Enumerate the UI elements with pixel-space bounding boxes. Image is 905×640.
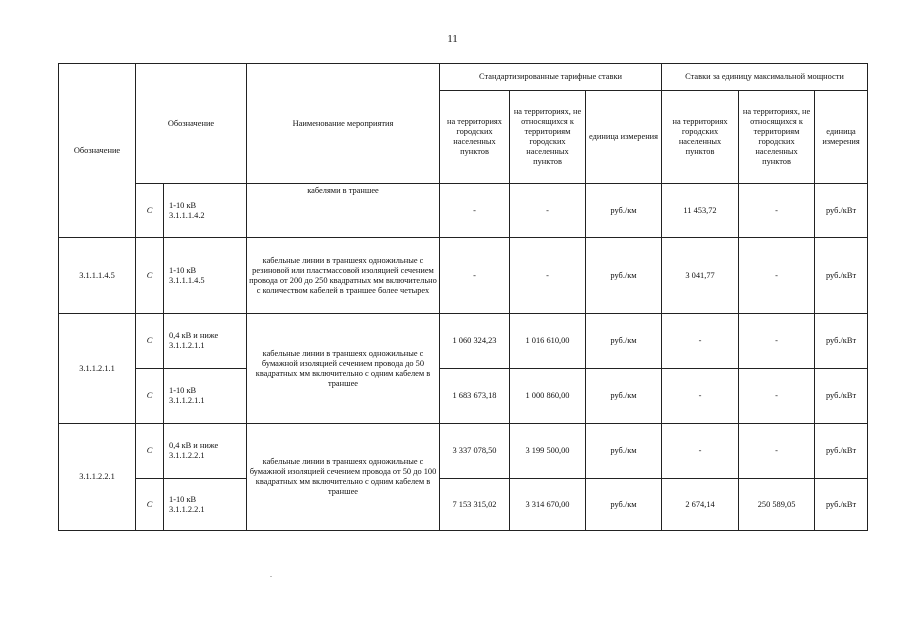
- pw-nonurban-cell: -: [739, 238, 815, 314]
- std-nonurban-cell: 3 199 500,00: [510, 424, 586, 479]
- code-label: 3.1.1.1.4.5: [169, 275, 205, 285]
- pw-nonurban-cell: -: [739, 424, 815, 479]
- header-std-nonurban: на территориях, не относящихся к территориям городских населенных пунктов: [510, 91, 586, 184]
- std-nonurban-cell: 1 000 860,00: [510, 369, 586, 424]
- page-number: 11: [447, 33, 458, 45]
- std-unit-cell: руб./км: [586, 184, 662, 238]
- std-urban-cell: 3 337 078,50: [440, 424, 510, 479]
- category-cell: С: [136, 184, 164, 238]
- voltage-code-cell: [164, 184, 247, 238]
- code-label: 3.1.1.2.2.1: [169, 451, 205, 460]
- pw-urban-cell: -: [662, 314, 739, 369]
- std-nonurban-cell: 1 016 610,00: [510, 314, 586, 369]
- voltage-label: 0,4 кВ и ниже: [169, 331, 219, 340]
- pw-nonurban-cell: -: [739, 184, 815, 238]
- table-row: [59, 314, 868, 369]
- header-std-urban: на территориях городских населенных пунктов: [440, 91, 510, 184]
- voltage-label: 1-10 кВ: [169, 386, 197, 395]
- stray-mark: .: [270, 570, 272, 579]
- header-standard-rates: Стандартизированные тарифные ставки: [440, 64, 662, 91]
- header-power-rates: Ставки за единицу максимальной мощности: [662, 64, 868, 91]
- code-label: 3.1.1.2.2.1: [169, 504, 205, 514]
- voltage-label: 1-10 кВ: [169, 265, 197, 275]
- header-designation-2: Обозначение: [136, 64, 247, 184]
- table-row: [59, 424, 868, 479]
- activity-name-cell: кабельные линии в траншеях одножильные с резиновой или пластмассовой изоляцией сечением провода от 200 до 250 квадратных мм включительно с количеством кабелей в траншее более четырех: [247, 238, 440, 314]
- pw-unit-cell: руб./кВт: [815, 479, 868, 531]
- pw-unit-cell: руб./кВт: [815, 314, 868, 369]
- tariff-table: [58, 63, 868, 531]
- pw-nonurban-cell: -: [739, 314, 815, 369]
- header-pw-nonurban: на территориях, не относящихся к территориям городских населенных пунктов: [739, 91, 815, 184]
- category-cell: С: [136, 314, 164, 369]
- designation-cell: 3.1.1.2.2.1: [59, 424, 136, 531]
- code-label: 3.1.1.2.1.1: [169, 341, 205, 350]
- code-label: 3.1.1.1.4.2: [169, 210, 205, 220]
- pw-urban-cell: 2 674,14: [662, 479, 739, 531]
- pw-urban-cell: 3 041,77: [662, 238, 739, 314]
- pw-unit-cell: руб./кВт: [815, 238, 868, 314]
- std-nonurban-cell: -: [510, 238, 586, 314]
- std-unit-cell: руб./км: [586, 238, 662, 314]
- pw-unit-cell: руб./кВт: [815, 184, 868, 238]
- std-urban-cell: 1 060 324,23: [440, 314, 510, 369]
- voltage-code-cell: [164, 238, 247, 314]
- voltage-label: 1-10 кВ: [169, 200, 197, 210]
- header-designation-1: Обозначение: [59, 64, 136, 238]
- header-std-unit: единица измерения: [586, 91, 662, 184]
- pw-unit-cell: руб./кВт: [815, 424, 868, 479]
- pw-urban-cell: -: [662, 424, 739, 479]
- table-row: [59, 184, 868, 238]
- code-label: 3.1.1.2.1.1: [169, 396, 205, 405]
- category-cell: С: [136, 369, 164, 424]
- category-cell: С: [136, 424, 164, 479]
- designation-cell: 3.1.1.2.1.1: [59, 314, 136, 424]
- table-row: [59, 479, 868, 531]
- voltage-code-cell: [164, 479, 247, 531]
- header-activity-name: Наименование мероприятия: [247, 64, 440, 184]
- activity-name-cell: кабельные линии в траншеях одножильные с бумажной изоляцией сечением провода от 50 до 100 квадратных мм включительно с одним кабелем в траншее: [247, 424, 440, 531]
- std-urban-cell: 1 683 673,18: [440, 369, 510, 424]
- table-row: [59, 238, 868, 314]
- category-cell: С: [136, 479, 164, 531]
- designation-cell: 3.1.1.1.4.5: [59, 238, 136, 314]
- pw-urban-cell: -: [662, 369, 739, 424]
- voltage-code-cell: [164, 424, 247, 479]
- std-nonurban-cell: 3 314 670,00: [510, 479, 586, 531]
- pw-urban-cell: 11 453,72: [662, 184, 739, 238]
- header-pw-urban: на территориях городских населенных пунктов: [662, 91, 739, 184]
- voltage-label: 0,4 кВ и ниже: [169, 441, 219, 450]
- activity-name-cell: кабелями в траншее: [247, 184, 440, 238]
- pw-nonurban-cell: 250 589,05: [739, 479, 815, 531]
- voltage-code-cell: [164, 369, 247, 424]
- voltage-code-cell: [164, 314, 247, 369]
- header-pw-unit: единица измерения: [815, 91, 868, 184]
- std-unit-cell: руб./км: [586, 424, 662, 479]
- activity-name-cell: кабельные линии в траншеях одножильные с бумажной изоляцией сечением провода до 50 квадратных мм включительно с одним кабелем в траншее: [247, 314, 440, 424]
- voltage-label: 1-10 кВ: [169, 494, 197, 504]
- table-row: [59, 369, 868, 424]
- std-urban-cell: -: [440, 238, 510, 314]
- pw-nonurban-cell: -: [739, 369, 815, 424]
- std-unit-cell: руб./км: [586, 479, 662, 531]
- pw-unit-cell: руб./кВт: [815, 369, 868, 424]
- std-nonurban-cell: -: [510, 184, 586, 238]
- std-urban-cell: -: [440, 184, 510, 238]
- std-urban-cell: 7 153 315,02: [440, 479, 510, 531]
- std-unit-cell: руб./км: [586, 314, 662, 369]
- std-unit-cell: руб./км: [586, 369, 662, 424]
- category-cell: С: [136, 238, 164, 314]
